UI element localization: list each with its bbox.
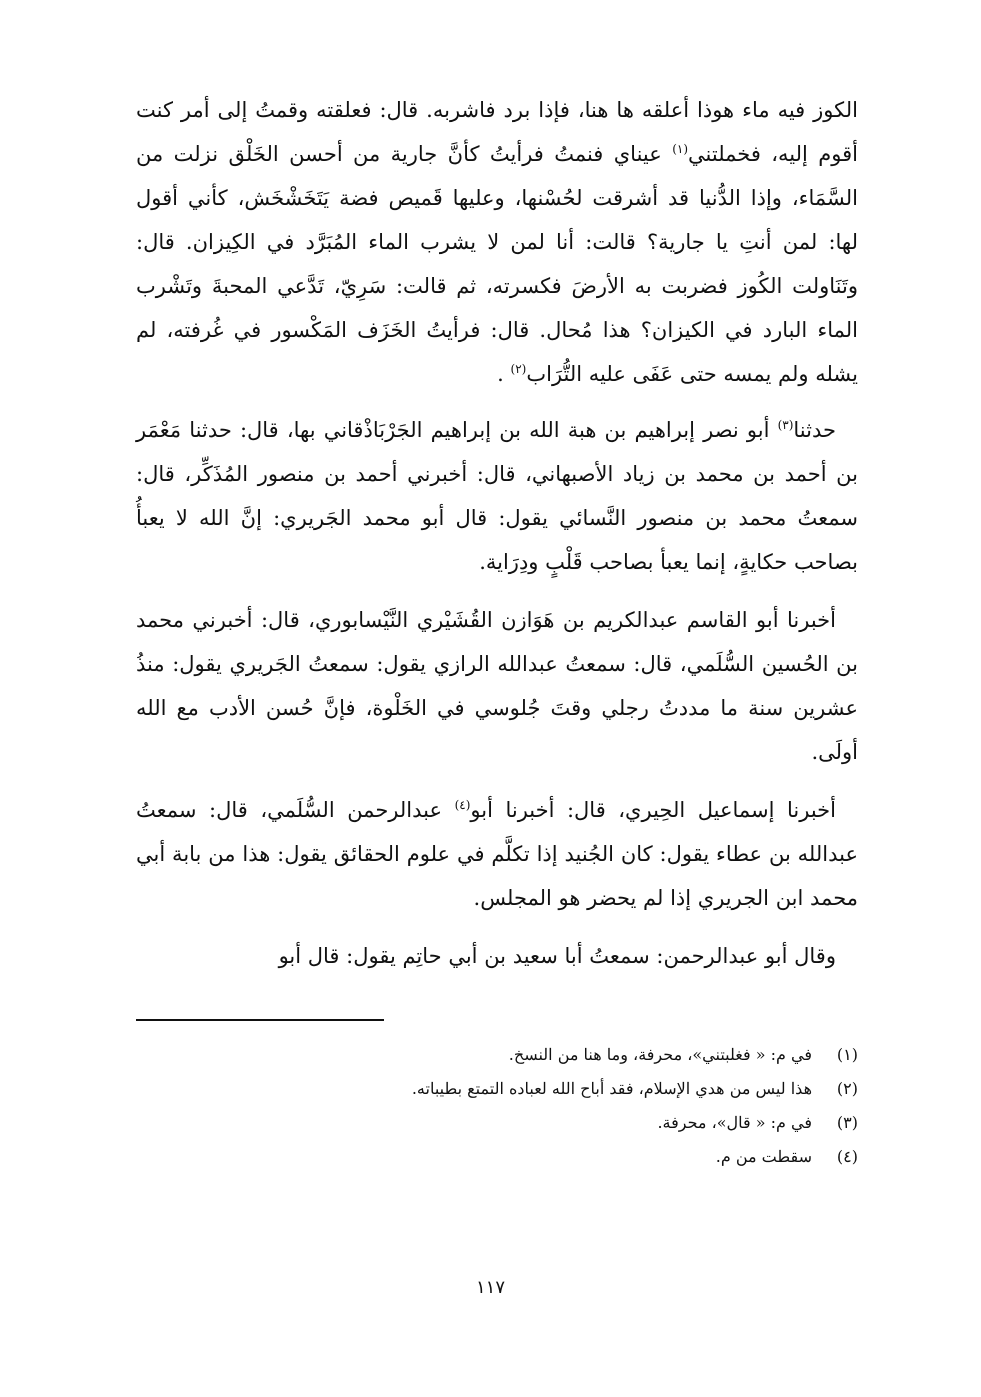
paragraph-2-start: حدثنا — [793, 418, 836, 442]
footnote-number: (٣) — [836, 1113, 858, 1132]
footnote-ref-4: (٤) — [454, 798, 471, 812]
paragraph-3: أخبرنا أبو القاسم عبدالكريم بن هَوَازن القُشَيْري النَّيْسابوري، قال: أخبرني محمد بن الحُسين السُّلَمي، قال: سمعتُ عبدالله الرازي يقول: سمعتُ الجَريري يقول: منذُ عشرين سنة ما مددتُ رجلي وقتَ جُلوسي في الخَلْوة، فإنَّ حُسن الأدب مع الله أولَى. — [136, 608, 858, 764]
footnote-text: في م: « فغلبتني»، محرفة، وما هنا من النسخ. — [508, 1045, 812, 1064]
footnote-4 — [136, 1140, 858, 1174]
footnote-number: (١) — [836, 1045, 858, 1064]
footnote-2 — [136, 1072, 858, 1106]
paragraph-5: وقال أبو عبدالرحمن: سمعتُ أبا سعيد بن أبي حاتِم يقول: قال أبو — [278, 944, 836, 968]
paragraph-2 — [136, 408, 858, 584]
paragraph-1-middle: عيناي فنمتُ فرأيتُ كأنَّ جارية من أحسن الخَلْق نزلت من السَّمَاء، وإذا الدُّنيا قد أشرقت لحُسْنها، وعليها قَميص فضة يَتَخَشْخَش، كأني أقول لها: لمن أنتِ يا جارية؟ قالت: أنا لمن لا يشرب الماء المُبَرَّد في الكِيزان. قال: وتَنَاولت الكُوز فضربت به الأرضَ فكسرته، ثم قالت: سَرِيّ، تَدَّعي المحبةَ وتَشْرب الماء البارد في الكيزان؟ هذا مُحال. قال: فرأيتُ الخَزَف المَكْسور في غُرفته، لم يشله ولم يمسه حتى عَفَى عليه التُّرَاب — [136, 142, 858, 386]
paragraph-1-end: . — [497, 362, 504, 386]
paragraph-1-start: الكوز فيه ماء هوذا أعلقه ها هنا، فإذا برد فاشربه. قال: فعلقته وقمتُ إلى أمر كنت أقوم إليه، فخملتني — [136, 98, 858, 166]
footnote-ref-3: (٣) — [777, 418, 794, 432]
page-body — [136, 88, 858, 1166]
footnote-number: (٤) — [836, 1147, 858, 1166]
page-number: ١١٧ — [475, 1277, 505, 1298]
paragraph-4-start: أخبرنا إسماعيل الحِيري، قال: أخبرنا أبو — [470, 798, 836, 822]
footnote-3 — [136, 1106, 858, 1140]
footnote-ref-2: (٢) — [510, 362, 527, 376]
footnotes — [136, 1038, 858, 1174]
footnote-1 — [136, 1038, 858, 1072]
paragraph-2-text: أبو نصر إبراهيم بن هبة الله بن إبراهيم الجَرْبَاذْقاني بها، قال: حدثنا مَعْمَر بن أحمد بن محمد بن زياد الأصبهاني، قال: أخبرني أحمد بن منصور المُذَكِّر، قال: سمعتُ محمد بن منصور النَّسائي يقول: قال أبو محمد الجَريري: إنَّ الله لا يعبأُ بصاحب حكايةٍ، إنما يعبأ بصاحب قَلْبٍ ودِرَاية. — [136, 418, 858, 574]
footnote-ref-1: (١) — [672, 142, 689, 156]
paragraph-1 — [136, 88, 858, 396]
footnote-text: في م: « قال»، محرفة. — [657, 1113, 812, 1132]
footnote-text: هذا ليس من هدي الإسلام، فقد أباح الله لعباده التمتع بطيباته. — [411, 1079, 812, 1098]
footnote-text: سقطت من م. — [715, 1147, 812, 1166]
footnote-number: (٢) — [836, 1079, 858, 1098]
footnote-divider — [136, 1019, 384, 1021]
paragraph-4 — [136, 788, 858, 920]
paragraph-4-text: عبدالرحمن السُّلَمي، قال: سمعتُ عبدالله بن عطاء يقول: كان الجُنيد إذا تكلَّم في علوم الحقائق يقول: هذا من بابة أبي محمد ابن الجريري إذا لم يحضر هو المجلس. — [136, 798, 858, 910]
